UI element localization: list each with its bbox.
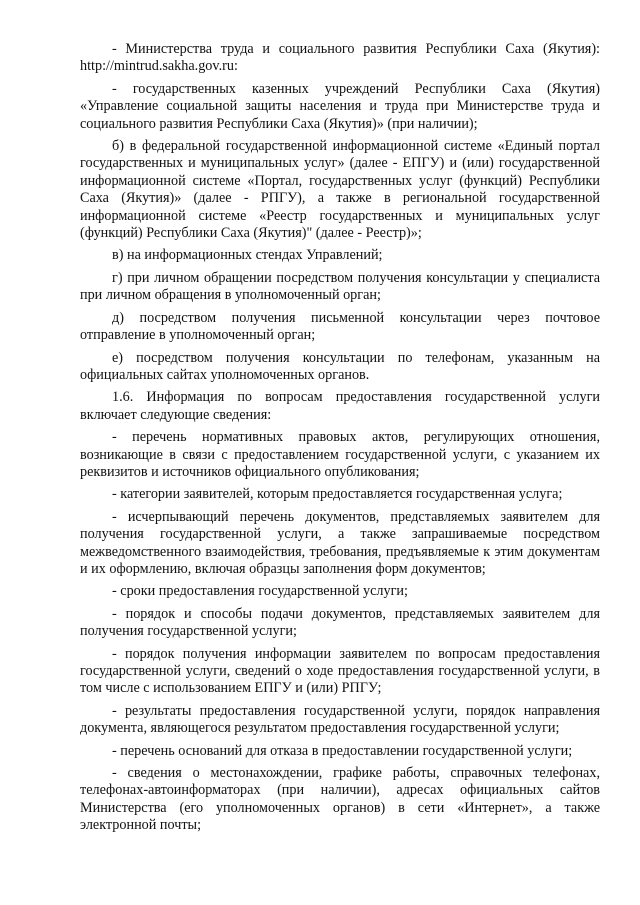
list-item-deadlines: - сроки предоставления государственной услуги; bbox=[112, 583, 408, 600]
list-item-results: - результаты предоставления государственной услуги, порядок направления документа, являющегося результатом предоставления государственной услуги; bbox=[80, 702, 600, 737]
list-item-submission: - порядок и способы подачи документов, представляемых заявителем для получения государственной услуги; bbox=[80, 605, 600, 640]
paragraph-v-stands: в) на информационных стендах Управлений; bbox=[112, 247, 383, 264]
paragraph-e-phone: е) посредством получения консультации по телефонам, указанным на официальных сайтах уполномоченных органов. bbox=[80, 349, 600, 383]
list-item-applicants: - категории заявителей, которым предоставляется государственная услуга; bbox=[112, 486, 563, 503]
list-item-refusal-grounds: - перечень оснований для отказа в предоставлении государственной услуги; bbox=[112, 742, 573, 759]
paragraph-b-portals: б) в федеральной государственной информационной системе «Единый портал государственных и муниципальных услуг» (далее - ЕПГУ) и (или) государственной информационной системе «Портал, государственных услуг (функций) Республики Саха (Якутия)» (далее - РПГУ), а также в региональной государственной информационной системе «Реестр государственных и муниципальных услуг (функций) Республики Саха (Якутия)" (далее - Реестр)»; bbox=[80, 138, 600, 242]
paragraph-state-institutions: - государственных казенных учреждений Республики Саха (Якутия) «Управление социальной защиты населения и труда при Министерстве труда и социального развития Республики Саха (Якутия)» (при наличии); bbox=[80, 80, 600, 132]
list-item-legal-acts: - перечень нормативных правовых актов, регулирующих отношения, возникающие в связи с предоставлением государственной услуги, с указанием их реквизитов и источников официального опубликования; bbox=[80, 429, 600, 480]
list-item-contacts: - сведения о местонахождении, графике работы, справочных телефонах, телефонах-автоинформаторах (при наличии), адресах официальных сайтов Министерства (его уполномоченных органов) в сети «Интернет», а также электронной почты; bbox=[80, 765, 600, 834]
paragraph-ministry-site: - Министерства труда и социального развития Республики Саха (Якутия): http://mintrud.sakha.gov.ru: bbox=[80, 41, 600, 75]
paragraph-g-personal: г) при личном обращении посредством получения консультации у специалиста при личном обращения в уполномоченный орган; bbox=[80, 269, 600, 304]
paragraph-1-6: 1.6. Информация по вопросам предоставления государственной услуги включает следующие сведения: bbox=[80, 389, 600, 423]
list-item-information: - порядок получения информации заявителем по вопросам предоставления государственной услуги, сведений о ходе предоставления государственной услуги, в том числе с использованием ЕПГУ и (или) РПГУ; bbox=[80, 645, 600, 697]
list-item-documents: - исчерпывающий перечень документов, представляемых заявителем для получения государственной услуги, а также запрашиваемые посредством межведомственного взаимодействия, требования, предъявляемые к этим документам и их оформлению, включая образцы заполнения форм документов; bbox=[80, 508, 600, 577]
paragraph-d-written: д) посредством получения письменной консультации через почтовое отправление в уполномоченный орган; bbox=[80, 309, 600, 344]
document-body bbox=[80, 41, 600, 840]
